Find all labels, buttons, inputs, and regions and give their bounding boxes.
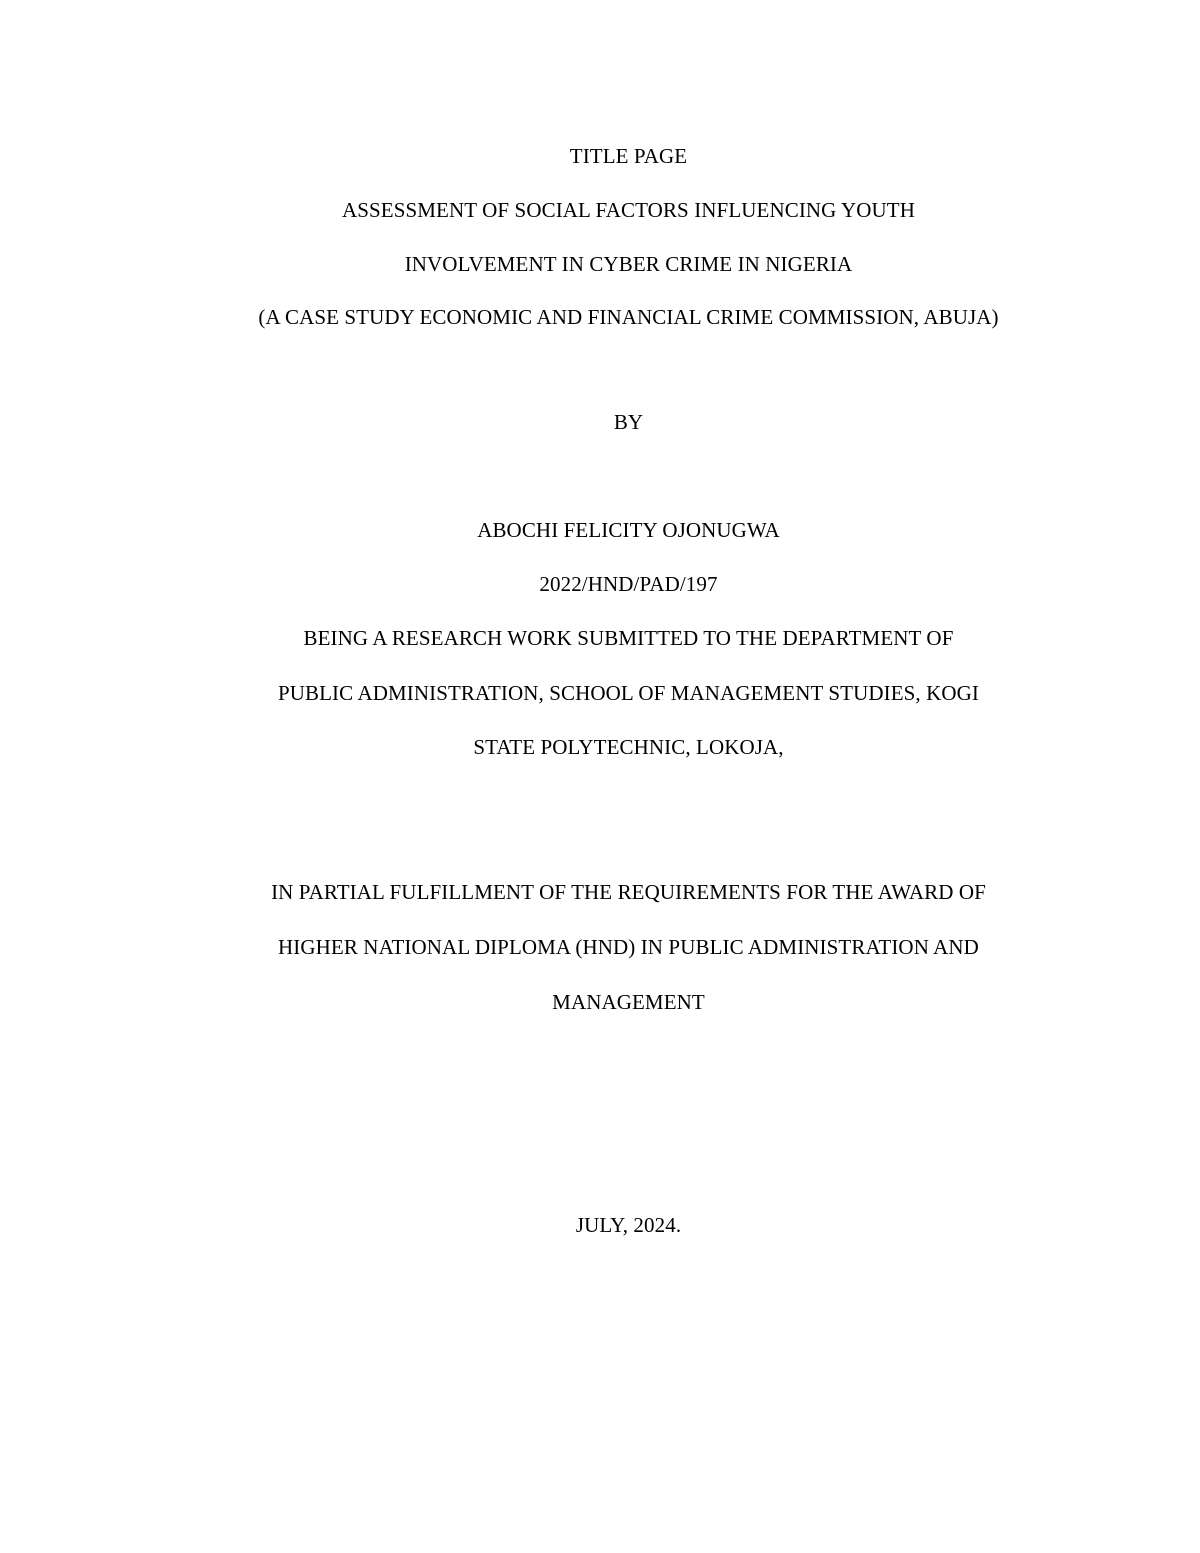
fulfillment-line-1: IN PARTIAL FULFILLMENT OF THE REQUIREMENTS FOR THE AWARD OF [271, 880, 986, 904]
fulfillment-line-3: MANAGEMENT [552, 990, 705, 1014]
title-line-1: ASSESSMENT OF SOCIAL FACTORS INFLUENCING YOUTH [341, 198, 916, 222]
fulfillment-line-2: HIGHER NATIONAL DIPLOMA (HND) IN PUBLIC ADMINISTRATION AND [278, 935, 979, 959]
submission-date: JULY, 2024. [575, 1213, 682, 1237]
page-heading: TITLE PAGE [569, 144, 688, 168]
title-case-study-line: (A CASE STUDY ECONOMIC AND FINANCIAL CRIME COMMISSION, ABUJA) [258, 305, 999, 329]
submission-line-3: STATE POLYTECHNIC, LOKOJA, [473, 735, 784, 759]
title-line-2: INVOLVEMENT IN CYBER CRIME IN NIGERIA [404, 252, 853, 276]
submission-line-2: PUBLIC ADMINISTRATION, SCHOOL OF MANAGEMENT STUDIES, KOGI [277, 681, 980, 705]
by-label: BY [613, 410, 644, 434]
submission-line-1: BEING A RESEARCH WORK SUBMITTED TO THE DEPARTMENT OF [303, 626, 954, 650]
matric-number: 2022/HND/PAD/197 [539, 572, 718, 596]
author-name: ABOCHI FELICITY OJONUGWA [477, 518, 780, 542]
